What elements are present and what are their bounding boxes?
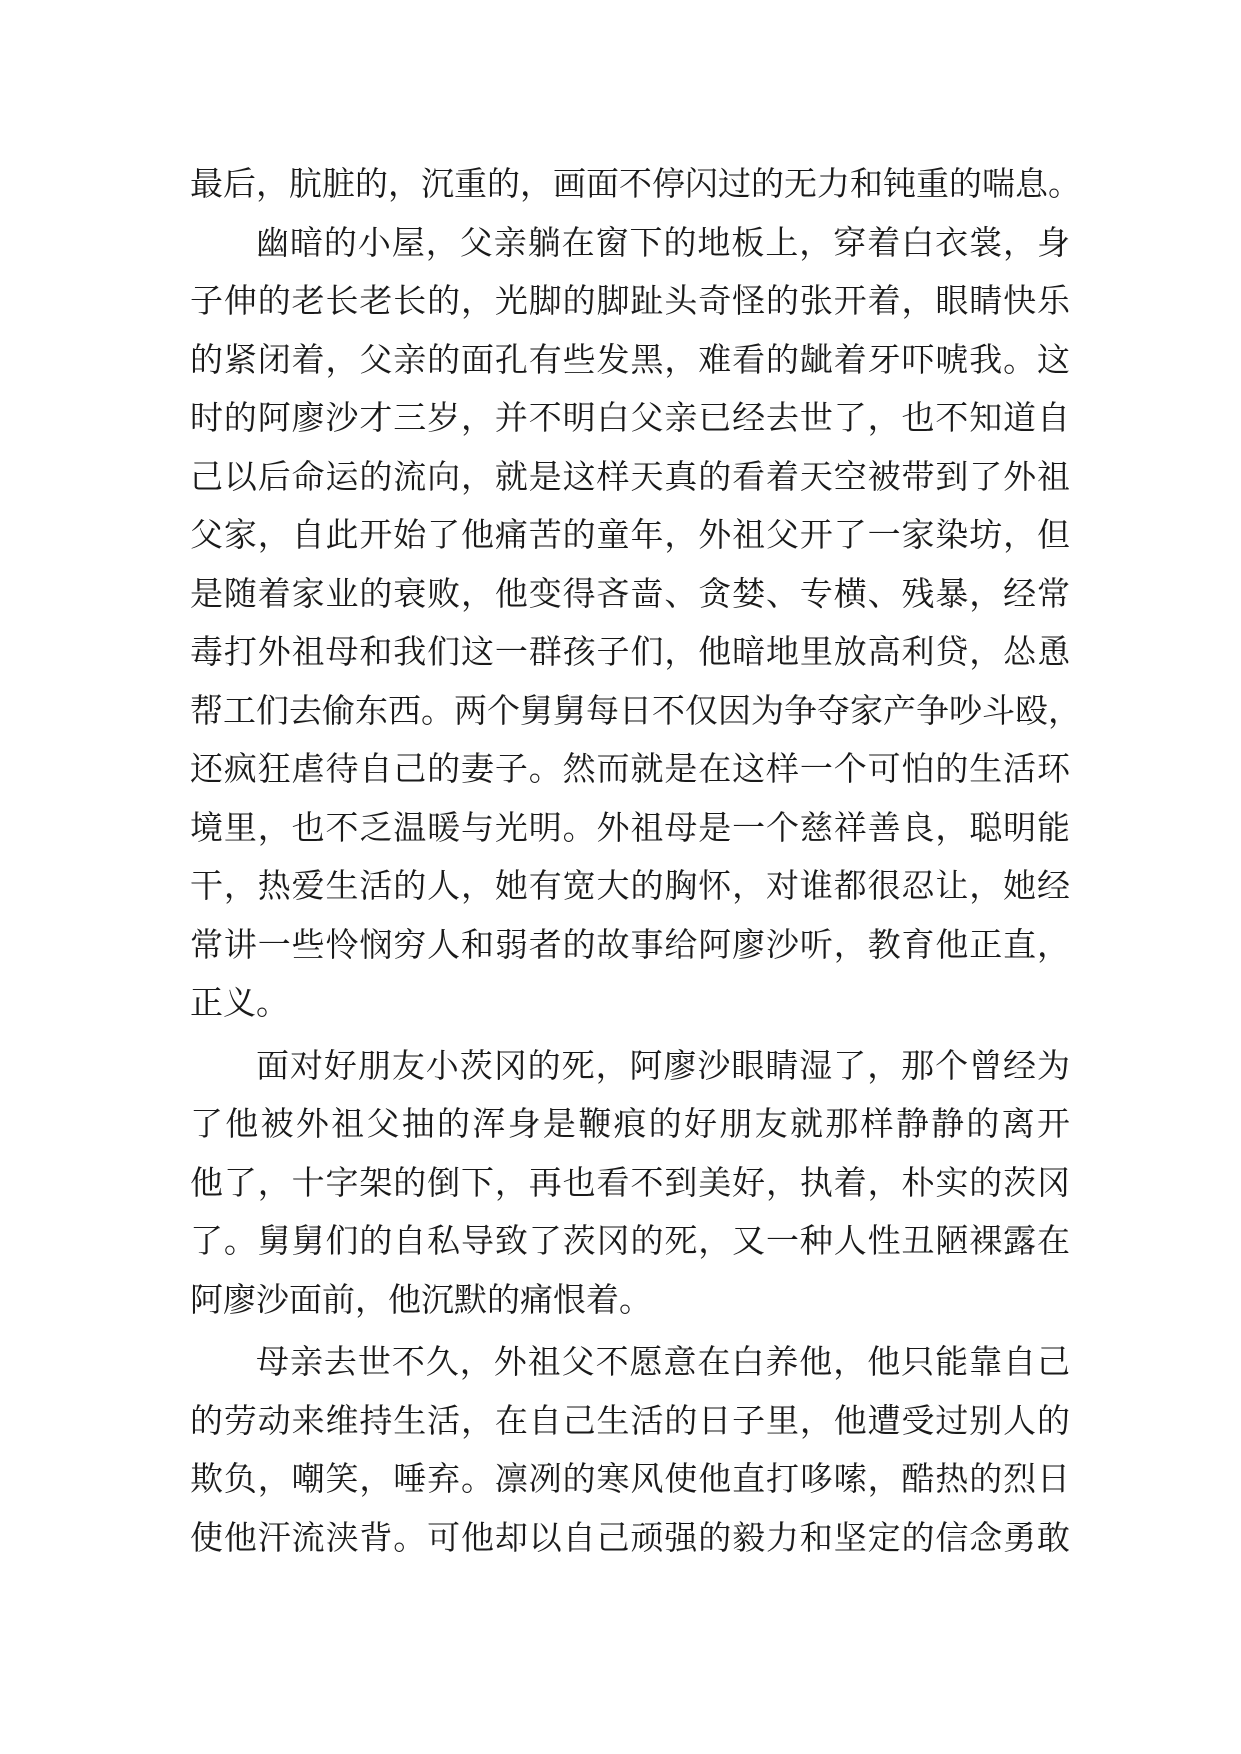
text-line: 了他被外祖父抽的浑身是鞭痕的好朋友就那样静静的离开: [190, 1104, 1070, 1143]
paragraph-1: [190, 155, 1081, 214]
text-line: 干，热爱生活的人，她有宽大的胸怀，对谁都很忍让，她经: [190, 866, 1070, 905]
text-line: 阿廖沙面前，他沉默的痛恨着。: [190, 1279, 652, 1319]
text-line: 的紧闭着，父亲的面孔有些发黑，难看的龇着牙吓唬我。这: [190, 339, 1070, 379]
text-line: 己以后命运的流向，就是这样天真的看着天空被带到了外祖: [190, 456, 1070, 496]
text-line: 了。舅舅们的自私导致了茨冈的死，又一种人性丑陋裸露在: [190, 1221, 1070, 1260]
text-line: 面对好朋友小茨冈的死，阿廖沙眼睛湿了，那个曾经为: [256, 1045, 1070, 1085]
text-line: 常讲一些怜悯穷人和弱者的故事给阿廖沙听，教育他正直，: [190, 924, 1070, 964]
text-line: 幽暗的小屋，父亲躺在窗下的地板上，穿着白衣裳，身: [256, 222, 1070, 262]
text-line: 欺负，嘲笑，唾弃。凛冽的寒风使他直打哆嗦，酷热的烈日: [190, 1459, 1070, 1498]
paragraph-2: [190, 214, 1081, 1033]
paragraph-3: [190, 1037, 1070, 1330]
text-line: 父家，自此开始了他痛苦的童年，外祖父开了一家染坊，但: [190, 515, 1070, 554]
text-line: 使他汗流浃背。可他却以自己顽强的毅力和坚定的信念勇敢: [190, 1517, 1070, 1557]
text-line: 境里，也不乏温暖与光明。外祖母是一个慈祥善良，聪明能: [190, 807, 1070, 847]
paragraph-4: [190, 1333, 1070, 1567]
text-line: 子伸的老长老长的，光脚的脚趾头奇怪的张开着，眼睛快乐: [190, 281, 1070, 320]
text-line: 最后，肮脏的，沉重的，画面不停闪过的无力和钝重的喘息。: [190, 164, 1081, 203]
text-line: 正义。: [190, 983, 289, 1022]
text-line: 他了，十字架的倒下，再也看不到美好，执着，朴实的茨冈: [190, 1162, 1070, 1202]
text-line: 母亲去世不久，外祖父不愿意在白养他，他只能靠自己: [256, 1342, 1070, 1381]
text-line: 时的阿廖沙才三岁，并不明白父亲已经去世了，也不知道自: [190, 398, 1070, 437]
text-line: 是随着家业的衰败，他变得吝啬、贪婪、专横、残暴，经常: [190, 573, 1070, 613]
body-text: [190, 155, 1081, 1567]
text-line: 帮工们去偷东西。两个舅舅每日不仅因为争夺家产争吵斗殴，: [190, 690, 1081, 730]
text-line: 的劳动来维持生活，在自己生活的日子里，他遭受过别人的: [190, 1400, 1070, 1440]
text-line: 还疯狂虐待自己的妻子。然而就是在这样一个可怕的生活环: [190, 749, 1070, 788]
text-line: 毒打外祖母和我们这一群孩子们，他暗地里放高利贷，怂恿: [190, 632, 1070, 671]
